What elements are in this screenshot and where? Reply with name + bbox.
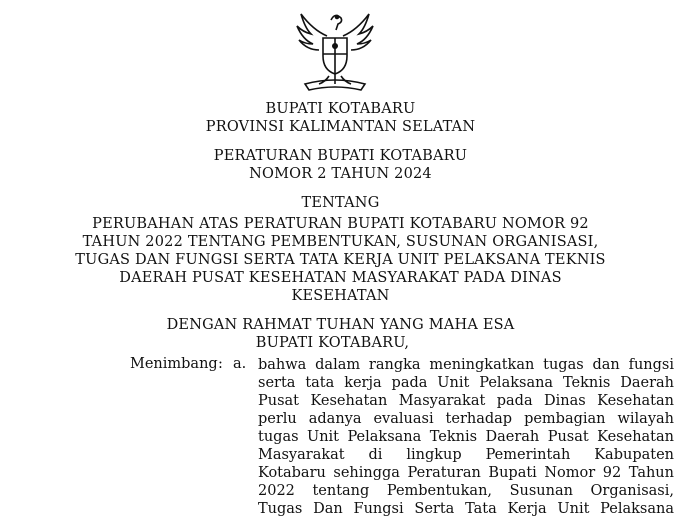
regulation-number: NOMOR 2 TAHUN 2024	[249, 166, 432, 182]
province-title: PROVINSI KALIMANTAN SELATAN	[205, 119, 476, 135]
considering-paragraph	[258, 356, 674, 518]
subject-line: KESEHATAN	[291, 288, 390, 304]
regulation-title: PERATURAN BUPATI KOTABARU	[213, 148, 468, 164]
regent-title: BUPATI KOTABARU,	[255, 335, 410, 351]
paragraph-line: bahwa dalam rangka meningkatkan tugas dan fungsi	[258, 357, 674, 373]
subject-line: PERUBAHAN ATAS PERATURAN BUPATI KOTABARU NOMOR 92	[92, 216, 589, 232]
authority-title: BUPATI KOTABARU	[265, 101, 416, 117]
paragraph-line: 2022 tentang Pembentukan, Susunan Organisasi,	[258, 483, 674, 499]
paragraph-line: Kotabaru sehingga Peraturan Bupati Nomor 92 Tahun	[258, 465, 674, 481]
item-label: a.	[233, 356, 247, 372]
grace-statement: DENGAN RAHMAT TUHAN YANG MAHA ESA	[166, 317, 515, 333]
considering-label: Menimbang	[130, 356, 218, 372]
paragraph-line: Masyarakat di lingkup Pemerintah Kabupaten	[258, 447, 674, 463]
paragraph-line: Tugas Dan Fungsi Serta Tata Kerja Unit Pelaksana	[258, 501, 674, 517]
paragraph-line: tugas Unit Pelaksana Teknis Daerah Pusat Kesehatan	[258, 429, 674, 445]
paragraph-line: perlu adanya evaluasi terhadap pembagian wilayah	[258, 411, 674, 427]
about-heading: TENTANG	[301, 195, 380, 211]
subject-line: DAERAH PUSAT KESEHATAN MASYARAKAT PADA DINAS	[119, 270, 562, 286]
subject-line: TUGAS DAN FUNGSI SERTA TATA KERJA UNIT PELAKSANA TEKNIS	[75, 252, 606, 268]
paragraph-line: serta tata kerja pada Unit Pelaksana Teknis Daerah	[258, 375, 674, 391]
subject-line: TAHUN 2022 TENTANG PEMBENTUKAN, SUSUNAN ORGANISASI,	[82, 234, 599, 250]
considering-colon: :	[218, 356, 223, 372]
paragraph-line: Pusat Kesehatan Masyarakat pada Dinas Kesehatan	[258, 393, 674, 409]
garuda-emblem-icon	[287, 6, 383, 96]
